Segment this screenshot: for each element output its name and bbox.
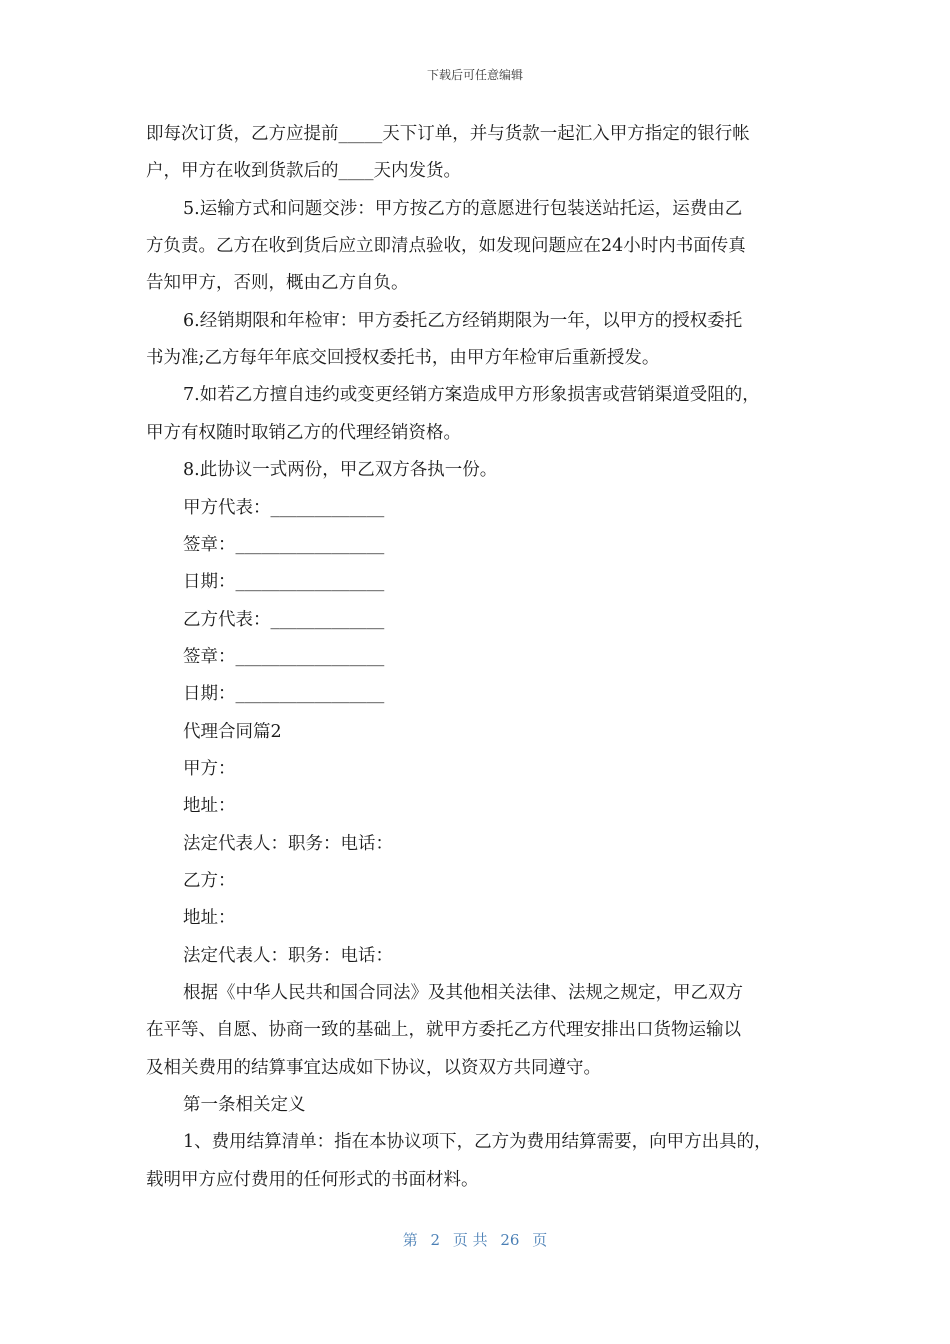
text-line: 甲方： bbox=[183, 759, 236, 779]
text-line: 5.运输方式和问题交涉：甲方按乙方的意愿进行包装送站托运，运费由乙 bbox=[183, 199, 743, 219]
signature-line: 日期：_________________ bbox=[183, 684, 385, 704]
signature-line: 甲方代表：_____________ bbox=[183, 498, 385, 518]
text-line: 及相关费用的结算事宜达成如下协议，以资双方共同遵守。 bbox=[146, 1058, 601, 1078]
page-label-suffix: 页 bbox=[532, 1231, 548, 1249]
text-line: 7.如若乙方擅自违约或变更经销方案造成甲方形象损害或营销渠道受阻的， bbox=[183, 385, 760, 405]
total-pages: 26 bbox=[500, 1231, 520, 1249]
page-label-mid: 页 共 bbox=[452, 1231, 488, 1249]
page-number: 2 bbox=[430, 1231, 441, 1249]
signature-line: 签章：_________________ bbox=[183, 535, 385, 555]
section-title: 第一条相关定义 bbox=[183, 1095, 306, 1115]
signature-line: 日期：_________________ bbox=[183, 572, 385, 592]
text-line: 根据《中华人民共和国合同法》及其他相关法律、法规之规定，甲乙双方 bbox=[183, 983, 743, 1003]
signature-line: 乙方代表：_____________ bbox=[183, 610, 385, 630]
text-line: 8.此协议一式两份，甲乙双方各执一份。 bbox=[183, 460, 498, 480]
text-line: 地址： bbox=[183, 796, 236, 816]
text-line: 在平等、自愿、协商一致的基础上，就甲方委托乙方代理安排出口货物运输以 bbox=[146, 1020, 741, 1040]
text-line: 乙方： bbox=[183, 871, 236, 891]
text-line: 载明甲方应付费用的任何形式的书面材料。 bbox=[146, 1170, 479, 1190]
text-line: 方负责。乙方在收到货后应立即清点验收，如发现问题应在24小时内书面传真 bbox=[146, 236, 746, 256]
section-title: 代理合同篇2 bbox=[183, 722, 282, 742]
text-line: 地址： bbox=[183, 908, 236, 928]
text-line: 户，甲方在收到货款后的____天内发货。 bbox=[146, 161, 461, 181]
text-line: 法定代表人：职务：电话： bbox=[183, 946, 393, 966]
page-label-prefix: 第 bbox=[402, 1231, 418, 1249]
text-line: 书为准;乙方每年年底交回授权委托书，由甲方年检审后重新授发。 bbox=[146, 348, 660, 368]
page-header: 下载后可任意编辑 bbox=[426, 68, 523, 82]
text-line: 告知甲方，否则，概由乙方自负。 bbox=[146, 273, 409, 293]
text-line: 即每次订货，乙方应提前_____天下订单，并与货款一起汇入甲方指定的银行帐 bbox=[146, 124, 750, 144]
text-line: 1、费用结算清单：指在本协议项下，乙方为费用结算需要，向甲方出具的， bbox=[183, 1132, 772, 1152]
text-line: 法定代表人：职务：电话： bbox=[183, 834, 393, 854]
signature-line: 签章：_________________ bbox=[183, 647, 385, 667]
page-footer bbox=[0, 1229, 950, 1250]
text-line: 甲方有权随时取销乙方的代理经销资格。 bbox=[146, 423, 461, 443]
text-line: 6.经销期限和年检审：甲方委托乙方经销期限为一年，以甲方的授权委托 bbox=[183, 311, 743, 331]
